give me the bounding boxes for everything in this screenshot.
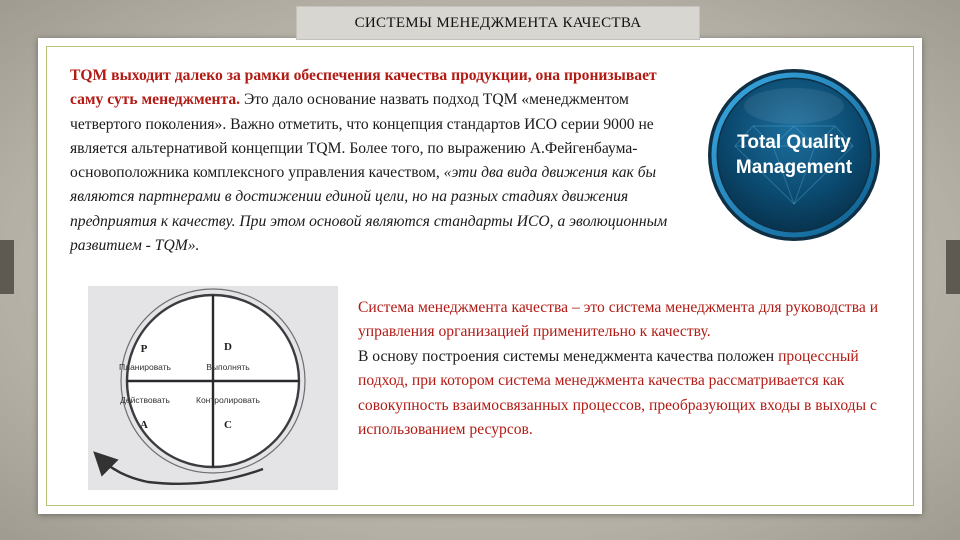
tqm-logo-graphic (703, 64, 886, 246)
pdca-plan-label: Планировать (119, 362, 171, 372)
tqm-logo (703, 64, 886, 246)
pdca-act-label: Действовать (120, 395, 170, 405)
pdca-do-label: Выполнять (206, 362, 250, 372)
left-decor-band (0, 240, 14, 294)
logo-line2: Management (735, 157, 853, 178)
qms-basis-text: В основу построения системы менеджмента качества положен (358, 347, 775, 365)
qms-paragraph (358, 296, 888, 442)
pdca-graphic (88, 286, 338, 490)
qms-definition: Система менеджмента качества – это система менеджмента для руководства и управления организацией применительно к качеству. (358, 299, 879, 341)
tqm-quote-text: «эти два вида движения как бы являются партнерами в достижении единой цели, но на разных стадиях движения предприятия к качеству. При этом основой являются стандарты ИСО, а эволюционным развитием - TQM». (70, 164, 668, 255)
pdca-check-label: Контролировать (196, 395, 260, 405)
pdca-p-letter: P (140, 343, 148, 355)
slide-title (296, 6, 700, 40)
qms-process-text: процессный подход, при котором система менеджмента качества рассматривается как совокупность взаимосвязанных процессов, преобразующих входы в выходы с использованием ресурсов. (358, 347, 877, 439)
logo-line1: Total Quality (737, 132, 851, 153)
tqm-body-text: Это дало основание назвать подход TQM «менеджментом четвертого поколения». Важно отметить, что концепция стандартов ИСО серии 9000 не является альтернативой концепции TQM. Более того, по выражению А.Фейгенбаума-основоположника комплексного управления качеством, (70, 91, 654, 182)
pdca-c-letter: C (224, 419, 232, 431)
pdca-diagram (88, 286, 338, 490)
pdca-a-letter: A (140, 419, 148, 431)
right-decor-band (946, 240, 960, 294)
tqm-paragraph (70, 64, 690, 258)
tqm-intro-text: TQM выходит далеко за рамки обеспечения качества продукции, она пронизывает саму суть менеджмента. (70, 67, 657, 109)
pdca-d-letter: D (224, 341, 232, 353)
slide-title-text: СИСТЕМЫ МЕНЕДЖМЕНТА КАЧЕСТВА (354, 14, 642, 31)
